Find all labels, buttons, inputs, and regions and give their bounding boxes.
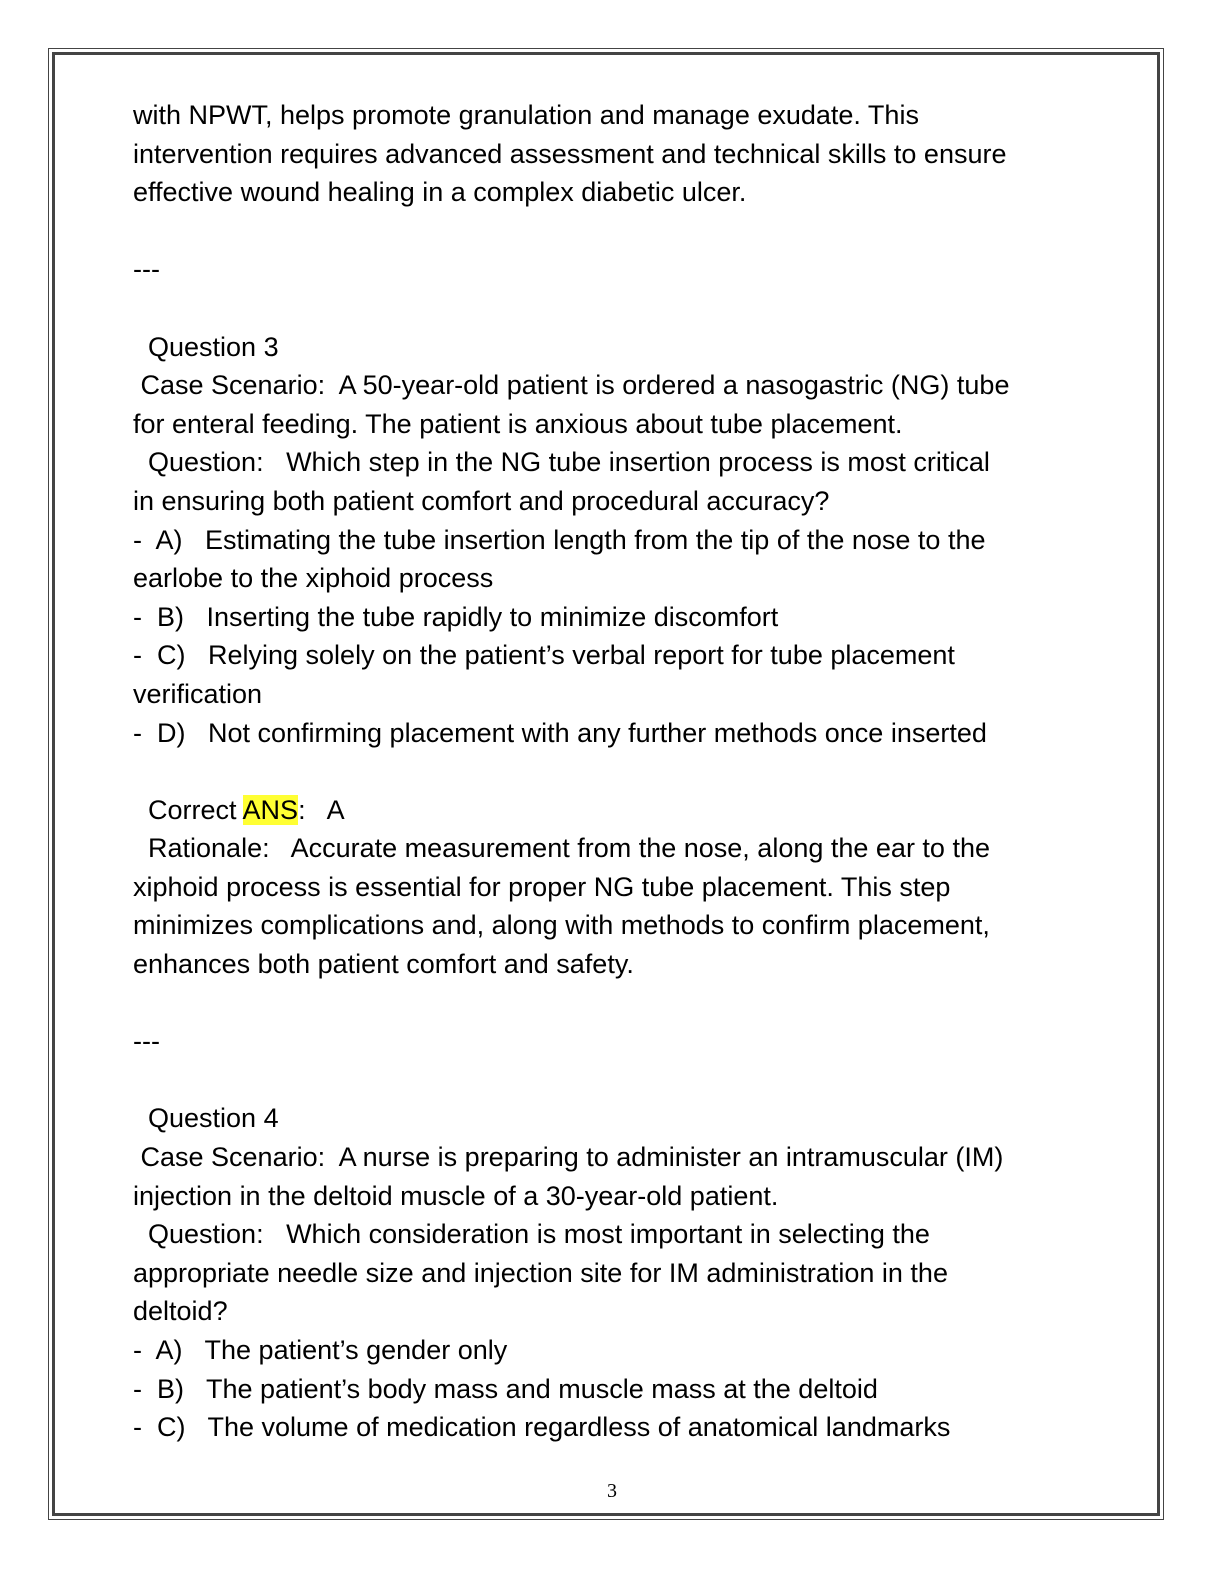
intro-paragraph: [133, 96, 1093, 212]
question-text-line: Question: Which step in the NG tube insertion process is most critical: [133, 447, 990, 478]
spacer: [133, 212, 1093, 251]
intro-line: effective wound healing in a complex diabetic ulcer.: [133, 177, 747, 208]
correct-answer-prefix: Correct: [133, 794, 243, 825]
page-content: [133, 96, 1093, 1447]
case-scenario-line: injection in the deltoid muscle of a 30-year-old patient.: [133, 1180, 779, 1211]
question-heading: Question 3: [133, 331, 279, 362]
case-scenario-line: Case Scenario: A 50-year-old patient is ordered a nasogastric (NG) tube: [133, 370, 1010, 401]
rationale-line: enhances both patient comfort and safety.: [133, 949, 634, 980]
question-text-line: in ensuring both patient comfort and procedural accuracy?: [133, 485, 830, 516]
rationale-line: Rationale: Accurate measurement from the nose, along the ear to the: [133, 833, 990, 864]
question-3: [133, 328, 1093, 984]
intro-line: with NPWT, helps promote granulation and manage exudate. This: [133, 100, 919, 130]
option-line: verification: [133, 678, 263, 709]
question-text-line: deltoid?: [133, 1296, 228, 1327]
option-line: - A) Estimating the tube insertion length from the tip of the nose to the: [133, 524, 986, 555]
option-line: - C) Relying solely on the patient’s verbal report for tube placement: [133, 640, 955, 671]
option-line: - B) Inserting the tube rapidly to minimize discomfort: [133, 601, 779, 632]
spacer: [133, 1061, 1093, 1100]
page-number: 3: [607, 1480, 617, 1502]
case-scenario-line: for enteral feeding. The patient is anxious about tube placement.: [133, 408, 903, 439]
ans-highlight: ANS: [242, 794, 299, 825]
question-4: [133, 1099, 1093, 1446]
case-scenario-line: Case Scenario: A nurse is preparing to administer an intramuscular (IM): [133, 1142, 1004, 1173]
correct-answer-value: : A: [298, 794, 345, 825]
correct-answer-line: [133, 791, 1093, 830]
option-line: - B) The patient’s body mass and muscle mass at the deltoid: [133, 1373, 878, 1404]
spacer: [133, 752, 1093, 791]
intro-line: intervention requires advanced assessment and technical skills to ensure: [133, 138, 1007, 169]
option-line: earlobe to the xiphoid process: [133, 563, 494, 594]
question-text-line: appropriate needle size and injection site for IM administration in the: [133, 1257, 948, 1288]
section-separator: ---: [133, 1026, 160, 1057]
rationale-line: xiphoid process is essential for proper NG tube placement. This step: [133, 871, 951, 902]
spacer: [133, 289, 1093, 328]
question-text-line: Question: Which consideration is most important in selecting the: [133, 1219, 930, 1250]
option-line: - D) Not confirming placement with any further methods once inserted: [133, 717, 987, 748]
rationale-line: minimizes complications and, along with methods to confirm placement,: [133, 910, 990, 941]
option-line: - C) The volume of medication regardless of anatomical landmarks: [133, 1412, 951, 1443]
option-line: - A) The patient’s gender only: [133, 1335, 508, 1365]
section-separator: ---: [133, 254, 160, 285]
spacer: [133, 984, 1093, 1023]
question-heading: Question 4: [133, 1103, 279, 1134]
